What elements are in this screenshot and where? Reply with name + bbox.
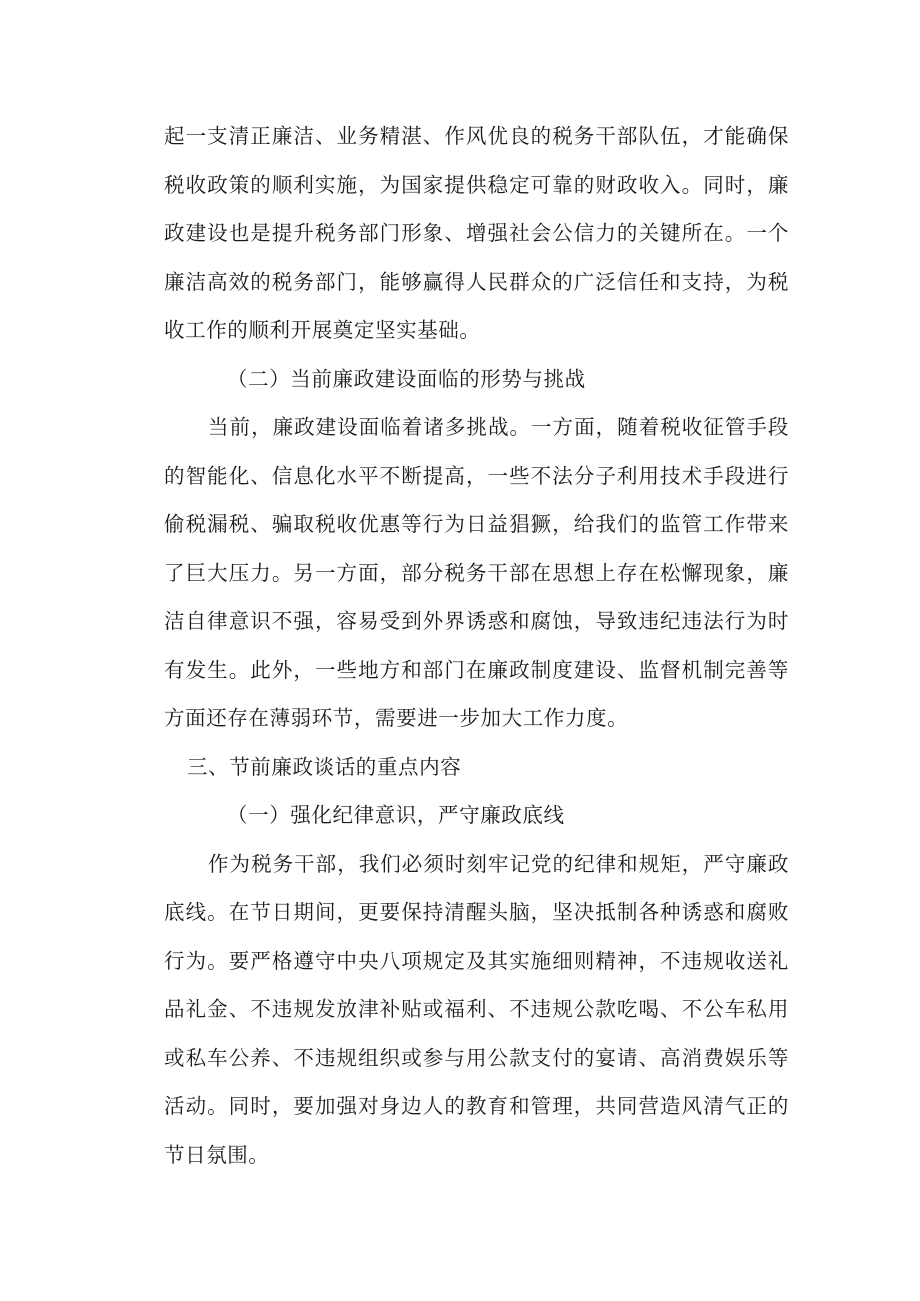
document-body (164, 112, 789, 1179)
paragraph-line: 品礼金、不违规发放津补贴或福利、不违规公款吃喝、不公车私用 (164, 997, 789, 1021)
section-title: 三、节前廉政谈话的重点内容 (187, 754, 462, 779)
paragraph-line: 节日氛围。 (164, 1142, 270, 1167)
paragraph-line: 洁自律意识不强，容易受到外界诱惑和腐蚀，导致违纪违法行为时 (164, 609, 789, 633)
paragraph-line: 当前，廉政建设面临着诸多挑战。一方面，随着税收征管手段 (208, 415, 789, 439)
paragraph-line: 的智能化、信息化水平不断提高，一些不法分子利用技术手段进行 (164, 463, 789, 488)
paragraph-line: 偷税漏税、骗取税收优惠等行为日益猖獗，给我们的监管工作带来 (164, 512, 789, 536)
section-heading: （一）强化纪律意识，严守廉政底线 (227, 803, 565, 827)
paragraph-line: 收工作的顺利开展奠定坚实基础。 (164, 318, 481, 342)
paragraph-line: 或私车公养、不违规组织或参与用公款支付的宴请、高消费娱乐等 (164, 1045, 789, 1070)
paragraph-line: 政建设也是提升税务部门形象、增强社会公信力的关键所在。一个 (164, 221, 789, 245)
paragraph-line: 税收政策的顺利实施，为国家提供稳定可靠的财政收入。同时，廉 (164, 172, 789, 197)
paragraph-line: 有发生。此外，一些地方和部门在廉政制度建设、监督机制完善等 (164, 657, 789, 682)
paragraph-line: 方面还存在薄弱环节，需要进一步加大工作力度。 (164, 706, 629, 730)
section-heading: （二）当前廉政建设面临的形势与挑战 (227, 366, 586, 391)
paragraph-line: 活动。同时，要加强对身边人的教育和管理，共同营造风清气正的 (164, 1094, 789, 1118)
paragraph-line: 作为税务干部，我们必须时刻牢记党的纪律和规矩，严守廉政 (208, 851, 789, 876)
paragraph-line: 底线。在节日期间，更要保持清醒头脑，坚决抵制各种诱惑和腐败 (164, 900, 789, 924)
paragraph-line: 了巨大压力。另一方面，部分税务干部在思想上存在松懈现象，廉 (164, 560, 789, 585)
paragraph-line: 廉洁高效的税务部门，能够赢得人民群众的广泛信任和支持，为税 (164, 269, 789, 294)
paragraph-line: 起一支清正廉洁、业务精湛、作风优良的税务干部队伍，才能确保 (164, 124, 789, 148)
paragraph-line: 行为。要严格遵守中央八项规定及其实施细则精神，不违规收送礼 (164, 948, 789, 973)
